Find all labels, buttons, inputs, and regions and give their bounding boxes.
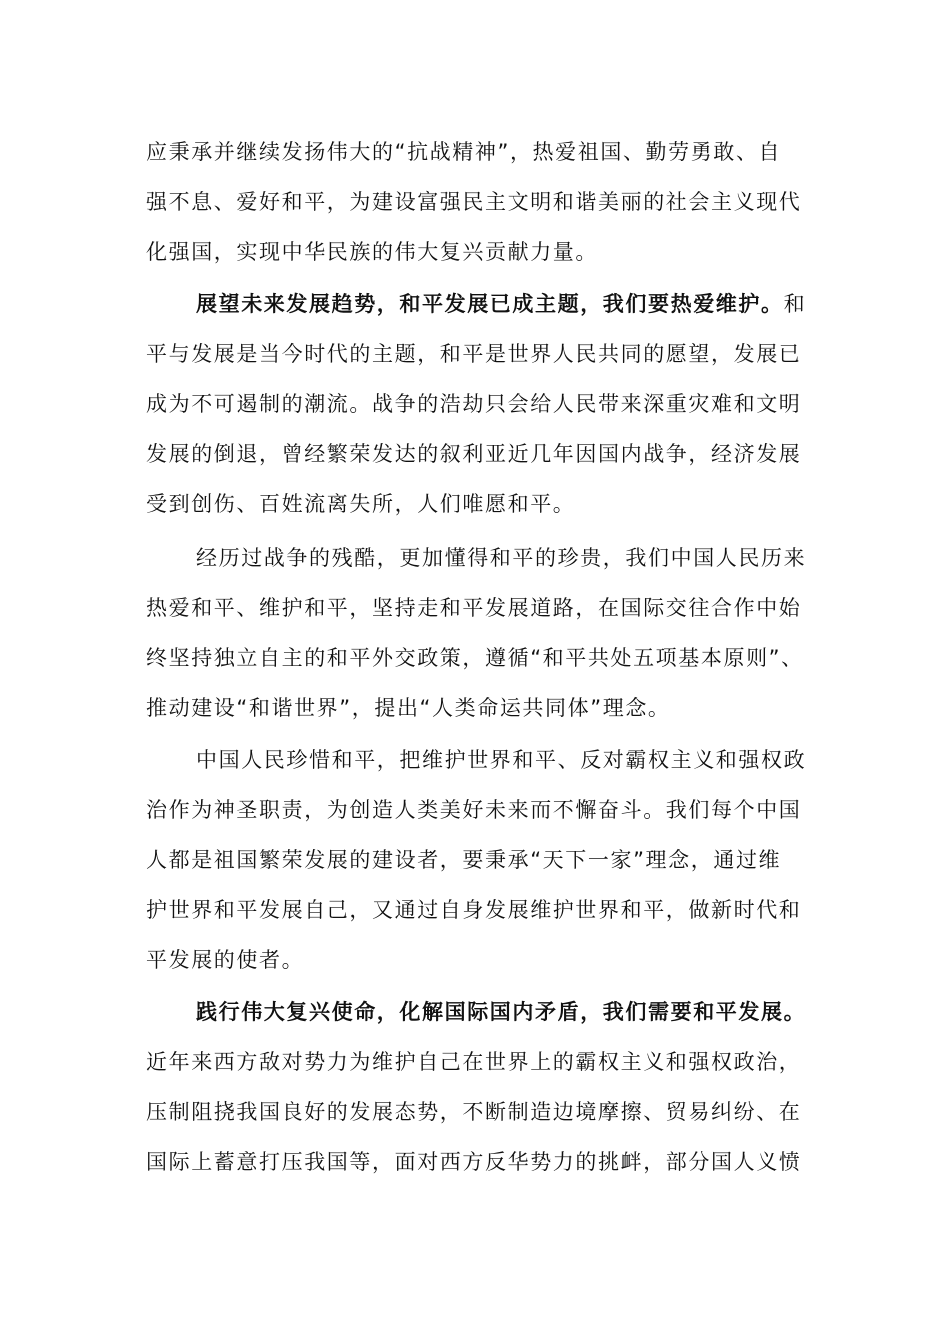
paragraph-3-line-2: 热爱和平、维护和平，坚持走和平发展道路，在国际交往合作中始 — [146, 596, 802, 620]
paragraph-1-line-2: 强不息、爱好和平，为建设富强民主文明和谐美丽的社会主义现代 — [146, 190, 802, 214]
paragraph-3-line-3: 终坚持独立自主的和平外交政策，遵循“和平共处五项基本原则”、 — [146, 646, 804, 670]
paragraph-5-line-3: 压制阻挠我国良好的发展态势，不断制造边境摩擦、贸易纠纷、在 — [146, 1100, 802, 1124]
paragraph-2-line-3: 成为不可遏制的潮流。战争的浩劫只会给人民带来深重灾难和文明 — [146, 392, 802, 416]
paragraph-3-line-1: 经历过战争的残酷，更加懂得和平的珍贵，我们中国人民历来 — [196, 546, 807, 570]
paragraph-4-line-1: 中国人民珍惜和平，把维护世界和平、反对霸权主义和强权政 — [196, 748, 807, 772]
paragraph-4-line-2: 治作为神圣职责，为创造人类美好未来而不懈奋斗。我们每个中国 — [146, 798, 802, 822]
paragraph-1-line-3: 化强国，实现中华民族的伟大复兴贡献力量。 — [146, 240, 598, 264]
paragraph-4-line-4: 护世界和平发展自己，又通过自身发展维护世界和平，做新时代和 — [146, 898, 802, 922]
paragraph-2-line-1 — [196, 288, 896, 320]
paragraph-5-line-1 — [196, 996, 896, 1028]
paragraph-5-heading: 践行伟大复兴使命，化解国际国内矛盾，我们需要和平发展。 — [196, 1000, 807, 1024]
paragraph-1-line-1: 应秉承并继续发扬伟大的“抗战精神”，热爱祖国、勤劳勇敢、自 — [146, 140, 782, 164]
paragraph-3-line-4: 推动建设“和谐世界”，提出“人类命运共同体”理念。 — [146, 696, 671, 720]
paragraph-4-line-5: 平发展的使者。 — [146, 948, 305, 972]
paragraph-2-line-4: 发展的倒退，曾经繁荣发达的叙利亚近几年因国内战争，经济发展 — [146, 442, 802, 466]
paragraph-2-heading: 展望未来发展趋势，和平发展已成主题，我们要热爱维护。 — [196, 292, 784, 316]
paragraph-2-line-5: 受到创伤、百姓流离失所，人们唯愿和平。 — [146, 492, 576, 516]
paragraph-5-line-4: 国际上蓄意打压我国等，面对西方反华势力的挑衅，部分国人义愤 — [146, 1150, 802, 1174]
paragraph-2-line-2: 平与发展是当今时代的主题，和平是世界人民共同的愿望，发展已 — [146, 342, 802, 366]
paragraph-4-line-3: 人都是祖国繁荣发展的建设者，要秉承“天下一家”理念，通过维 — [146, 848, 782, 872]
paragraph-2-line-1-rest: 和 — [783, 292, 807, 316]
paragraph-5-line-2: 近年来西方敌对势力为维护自己在世界上的霸权主义和强权政治， — [146, 1050, 802, 1074]
